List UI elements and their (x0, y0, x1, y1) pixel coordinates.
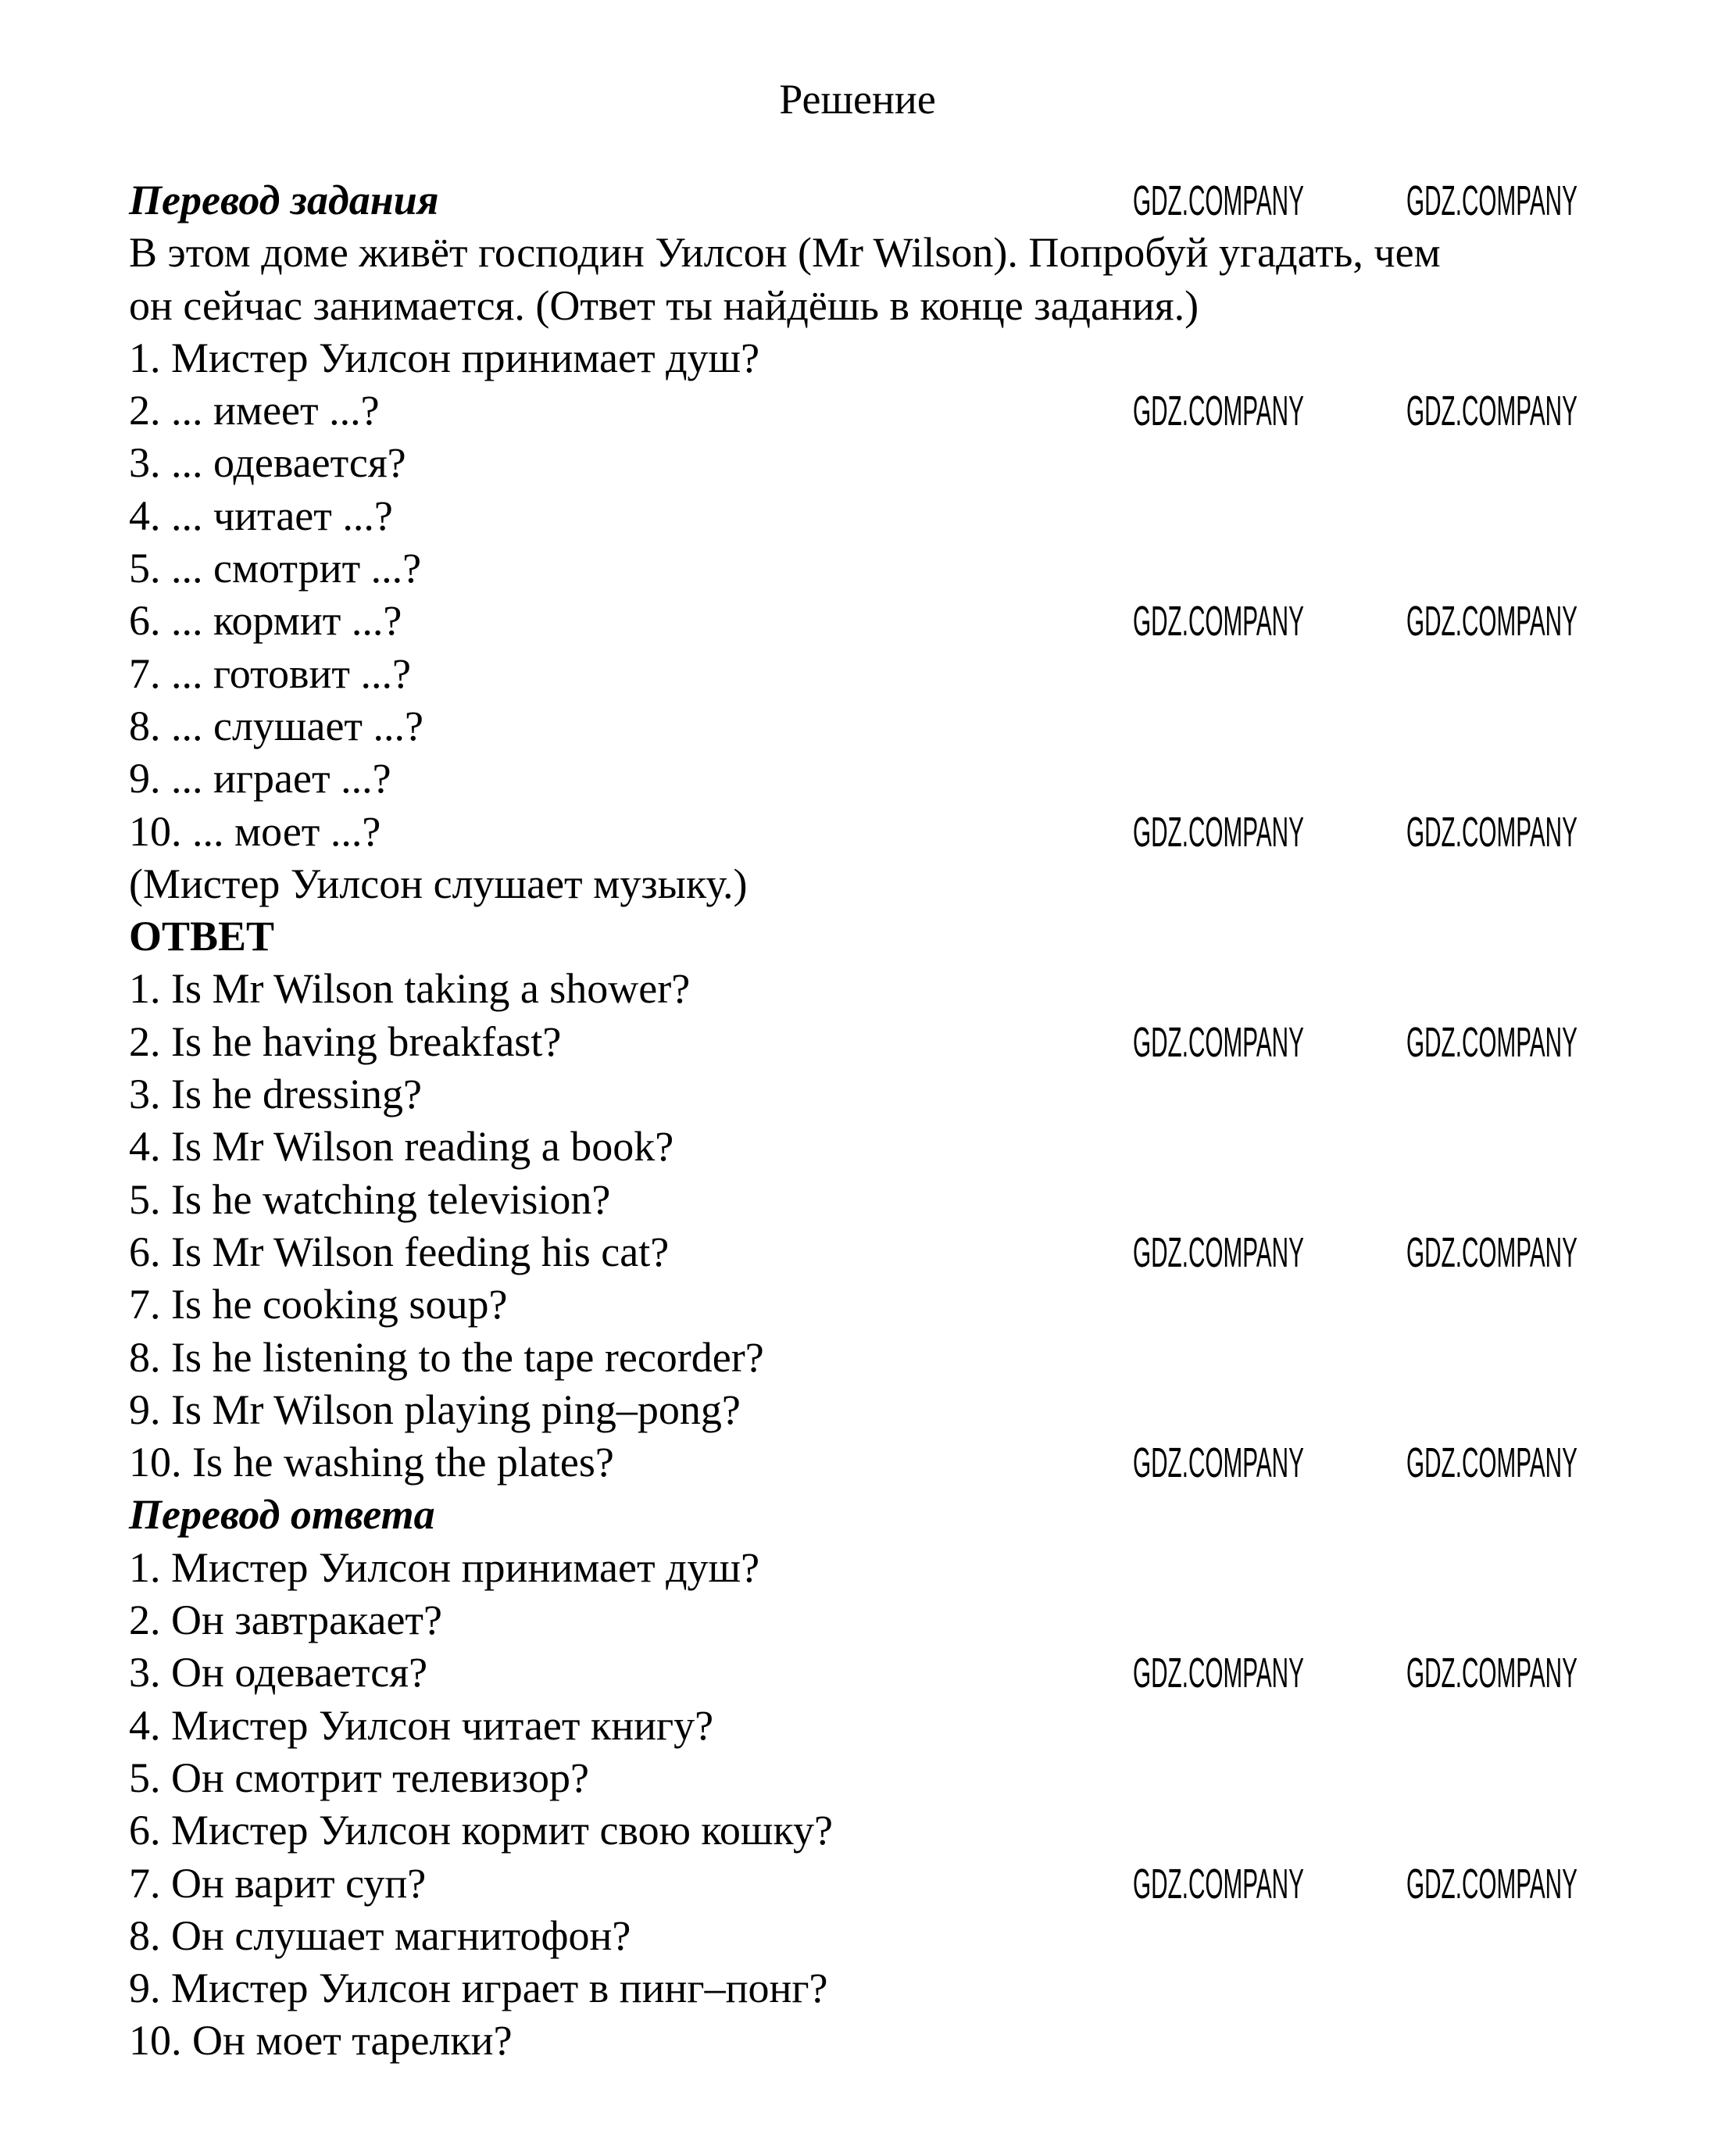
watermark-text: GDZ.COMPANY (1406, 1860, 1577, 1908)
answer-item: 4. Is Mr Wilson reading a book? (129, 1123, 674, 1171)
task-item: 9. ... играет ...? (129, 755, 391, 803)
task-item: 7. ... готовит ...? (129, 649, 411, 697)
answer-item: 9. Is Mr Wilson playing ping–pong? (129, 1385, 741, 1433)
task-item: 4. ... читает ...? (129, 492, 393, 539)
task-item: 2. ... имеет ...? (129, 387, 380, 434)
translation-heading: Перевод ответа (129, 1491, 435, 1539)
answer-item: 8. Is he listening to the tape recorder? (129, 1333, 764, 1381)
watermark-text: GDZ.COMPANY (1406, 1650, 1577, 1697)
answer-heading: ОТВЕТ (129, 913, 275, 960)
answer-item: 5. Is he watching television? (129, 1175, 611, 1223)
watermark-text: GDZ.COMPANY (1133, 388, 1304, 435)
watermark-text: GDZ.COMPANY (1133, 1439, 1304, 1487)
translation-item: 10. Он моет тарелки? (129, 2017, 513, 2065)
watermark-text: GDZ.COMPANY (1133, 1860, 1304, 1908)
watermark-text: GDZ.COMPANY (1406, 388, 1577, 435)
watermark-text: GDZ.COMPANY (1406, 808, 1577, 856)
translation-item: 9. Мистер Уилсон играет в пинг–понг? (129, 1965, 828, 2012)
solution-body (129, 174, 1441, 2068)
translation-item: 2. Он завтракает? (129, 1596, 442, 1644)
translation-item: 1. Мистер Уилсон принимает душ? (129, 1543, 760, 1591)
watermark-text: GDZ.COMPANY (1406, 1229, 1577, 1276)
translation-item: 8. Он слушает магнитофон? (129, 1911, 631, 1959)
task-heading: Перевод задания (129, 177, 439, 223)
answer-item: 7. Is he cooking soup? (129, 1281, 508, 1328)
page-title: Решение (779, 76, 936, 123)
watermark-text: GDZ.COMPANY (1406, 1439, 1577, 1487)
answer-item: 2. Is he having breakfast? (129, 1017, 562, 1065)
watermark-text: GDZ.COMPANY (1133, 808, 1304, 856)
answer-item: 1. Is Mr Wilson taking a shower? (129, 965, 691, 1013)
task-item: 10. ... моет ...? (129, 807, 381, 855)
task-text-line: В этом доме живёт господин Уилсон (Mr Wilson). Попробуй угадать, чем (129, 229, 1441, 277)
watermark-text: GDZ.COMPANY (1406, 1018, 1577, 1066)
answer-item: 3. Is he dressing? (129, 1071, 422, 1118)
task-item: 8. ... слушает ...? (129, 702, 423, 749)
task-answer-hint: (Мистер Уилсон слушает музыку.) (129, 860, 748, 907)
translation-item: 6. Мистер Уилсон кормит свою кошку? (129, 1807, 833, 1854)
task-item: 6. ... кормит ...? (129, 597, 402, 645)
translation-item: 4. Мистер Уилсон читает книгу? (129, 1701, 714, 1749)
task-text-line: он сейчас занимается. (Ответ ты найдёшь в конце задания.) (129, 281, 1199, 329)
task-item: 1. Мистер Уилсон принимает душ? (129, 334, 760, 381)
watermark-text: GDZ.COMPANY (1133, 1229, 1304, 1276)
watermark-text: GDZ.COMPANY (1406, 177, 1577, 224)
translation-item: 7. Он варит суп? (129, 1859, 427, 1907)
answer-item: 6. Is Mr Wilson feeding his cat? (129, 1228, 670, 1275)
task-item: 3. ... одевается? (129, 439, 406, 487)
answer-item: 10. Is he washing the plates? (129, 1439, 614, 1486)
translation-item: 3. Он одевается? (129, 1649, 428, 1697)
watermark-text: GDZ.COMPANY (1133, 598, 1304, 645)
watermark-text: GDZ.COMPANY (1133, 177, 1304, 224)
watermark-text: GDZ.COMPANY (1406, 598, 1577, 645)
watermark-text: GDZ.COMPANY (1133, 1018, 1304, 1066)
task-item: 5. ... смотрит ...? (129, 545, 422, 592)
translation-item: 5. Он смотрит телевизор? (129, 1754, 589, 1801)
watermark-text: GDZ.COMPANY (1133, 1650, 1304, 1697)
